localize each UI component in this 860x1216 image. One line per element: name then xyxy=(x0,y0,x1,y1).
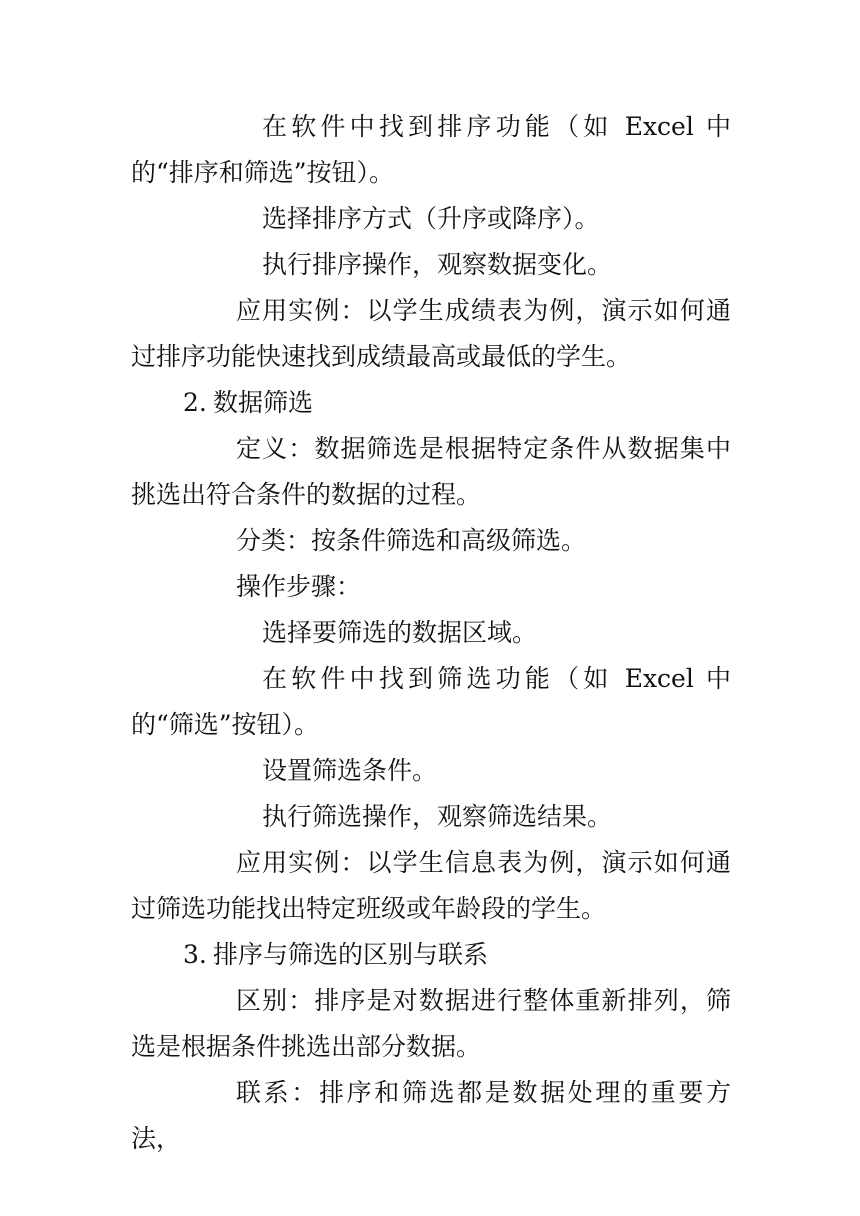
paragraph-relation: 联系：排序和筛选都是数据处理的重要方法， xyxy=(131,1078,731,1153)
paragraph-filter-definition: 定义：数据筛选是根据特定条件从数据集中挑选出符合条件的数据的过程。 xyxy=(131,434,731,509)
paragraph-find-filter-function: 在软件中找到筛选功能（如 Excel 中的“筛选”按钮）。 xyxy=(131,664,731,739)
paragraph-filter-example: 应用实例：以学生信息表为例，演示如何通过筛选功能找出特定班级或年龄段的学生。 xyxy=(131,848,731,923)
section-number: 2. xyxy=(183,388,207,417)
section-heading-data-filter xyxy=(131,380,731,426)
paragraph-sort-example: 应用实例：以学生成绩表为例，演示如何通过排序功能快速找到成绩最高或最低的学生。 xyxy=(131,296,731,371)
paragraph-run-filter: 执行筛选操作，观察筛选结果。 xyxy=(262,802,613,831)
paragraph-difference: 区别：排序是对数据进行整体重新排列，筛选是根据条件挑选出部分数据。 xyxy=(131,986,731,1061)
document-body xyxy=(131,104,731,1162)
paragraph-find-sort-function: 在软件中找到排序功能（如 Excel 中的“排序和筛选”按钮）。 xyxy=(131,112,731,187)
paragraph-set-conditions: 设置筛选条件。 xyxy=(262,756,438,785)
paragraph-run-sort: 执行排序操作，观察数据变化。 xyxy=(262,250,613,279)
paragraph-select-range: 选择要筛选的数据区域。 xyxy=(262,618,538,647)
section-heading-difference xyxy=(131,932,731,978)
paragraph-choose-sort-order: 选择排序方式（升序或降序）。 xyxy=(262,204,600,233)
section-number: 3. xyxy=(183,940,207,969)
section-title: 数据筛选 xyxy=(213,388,314,417)
paragraph-filter-types: 分类：按条件筛选和高级筛选。 xyxy=(236,526,587,555)
paragraph-steps-label: 操作步骤： xyxy=(236,572,362,601)
section-title: 排序与筛选的区别与联系 xyxy=(213,940,489,969)
